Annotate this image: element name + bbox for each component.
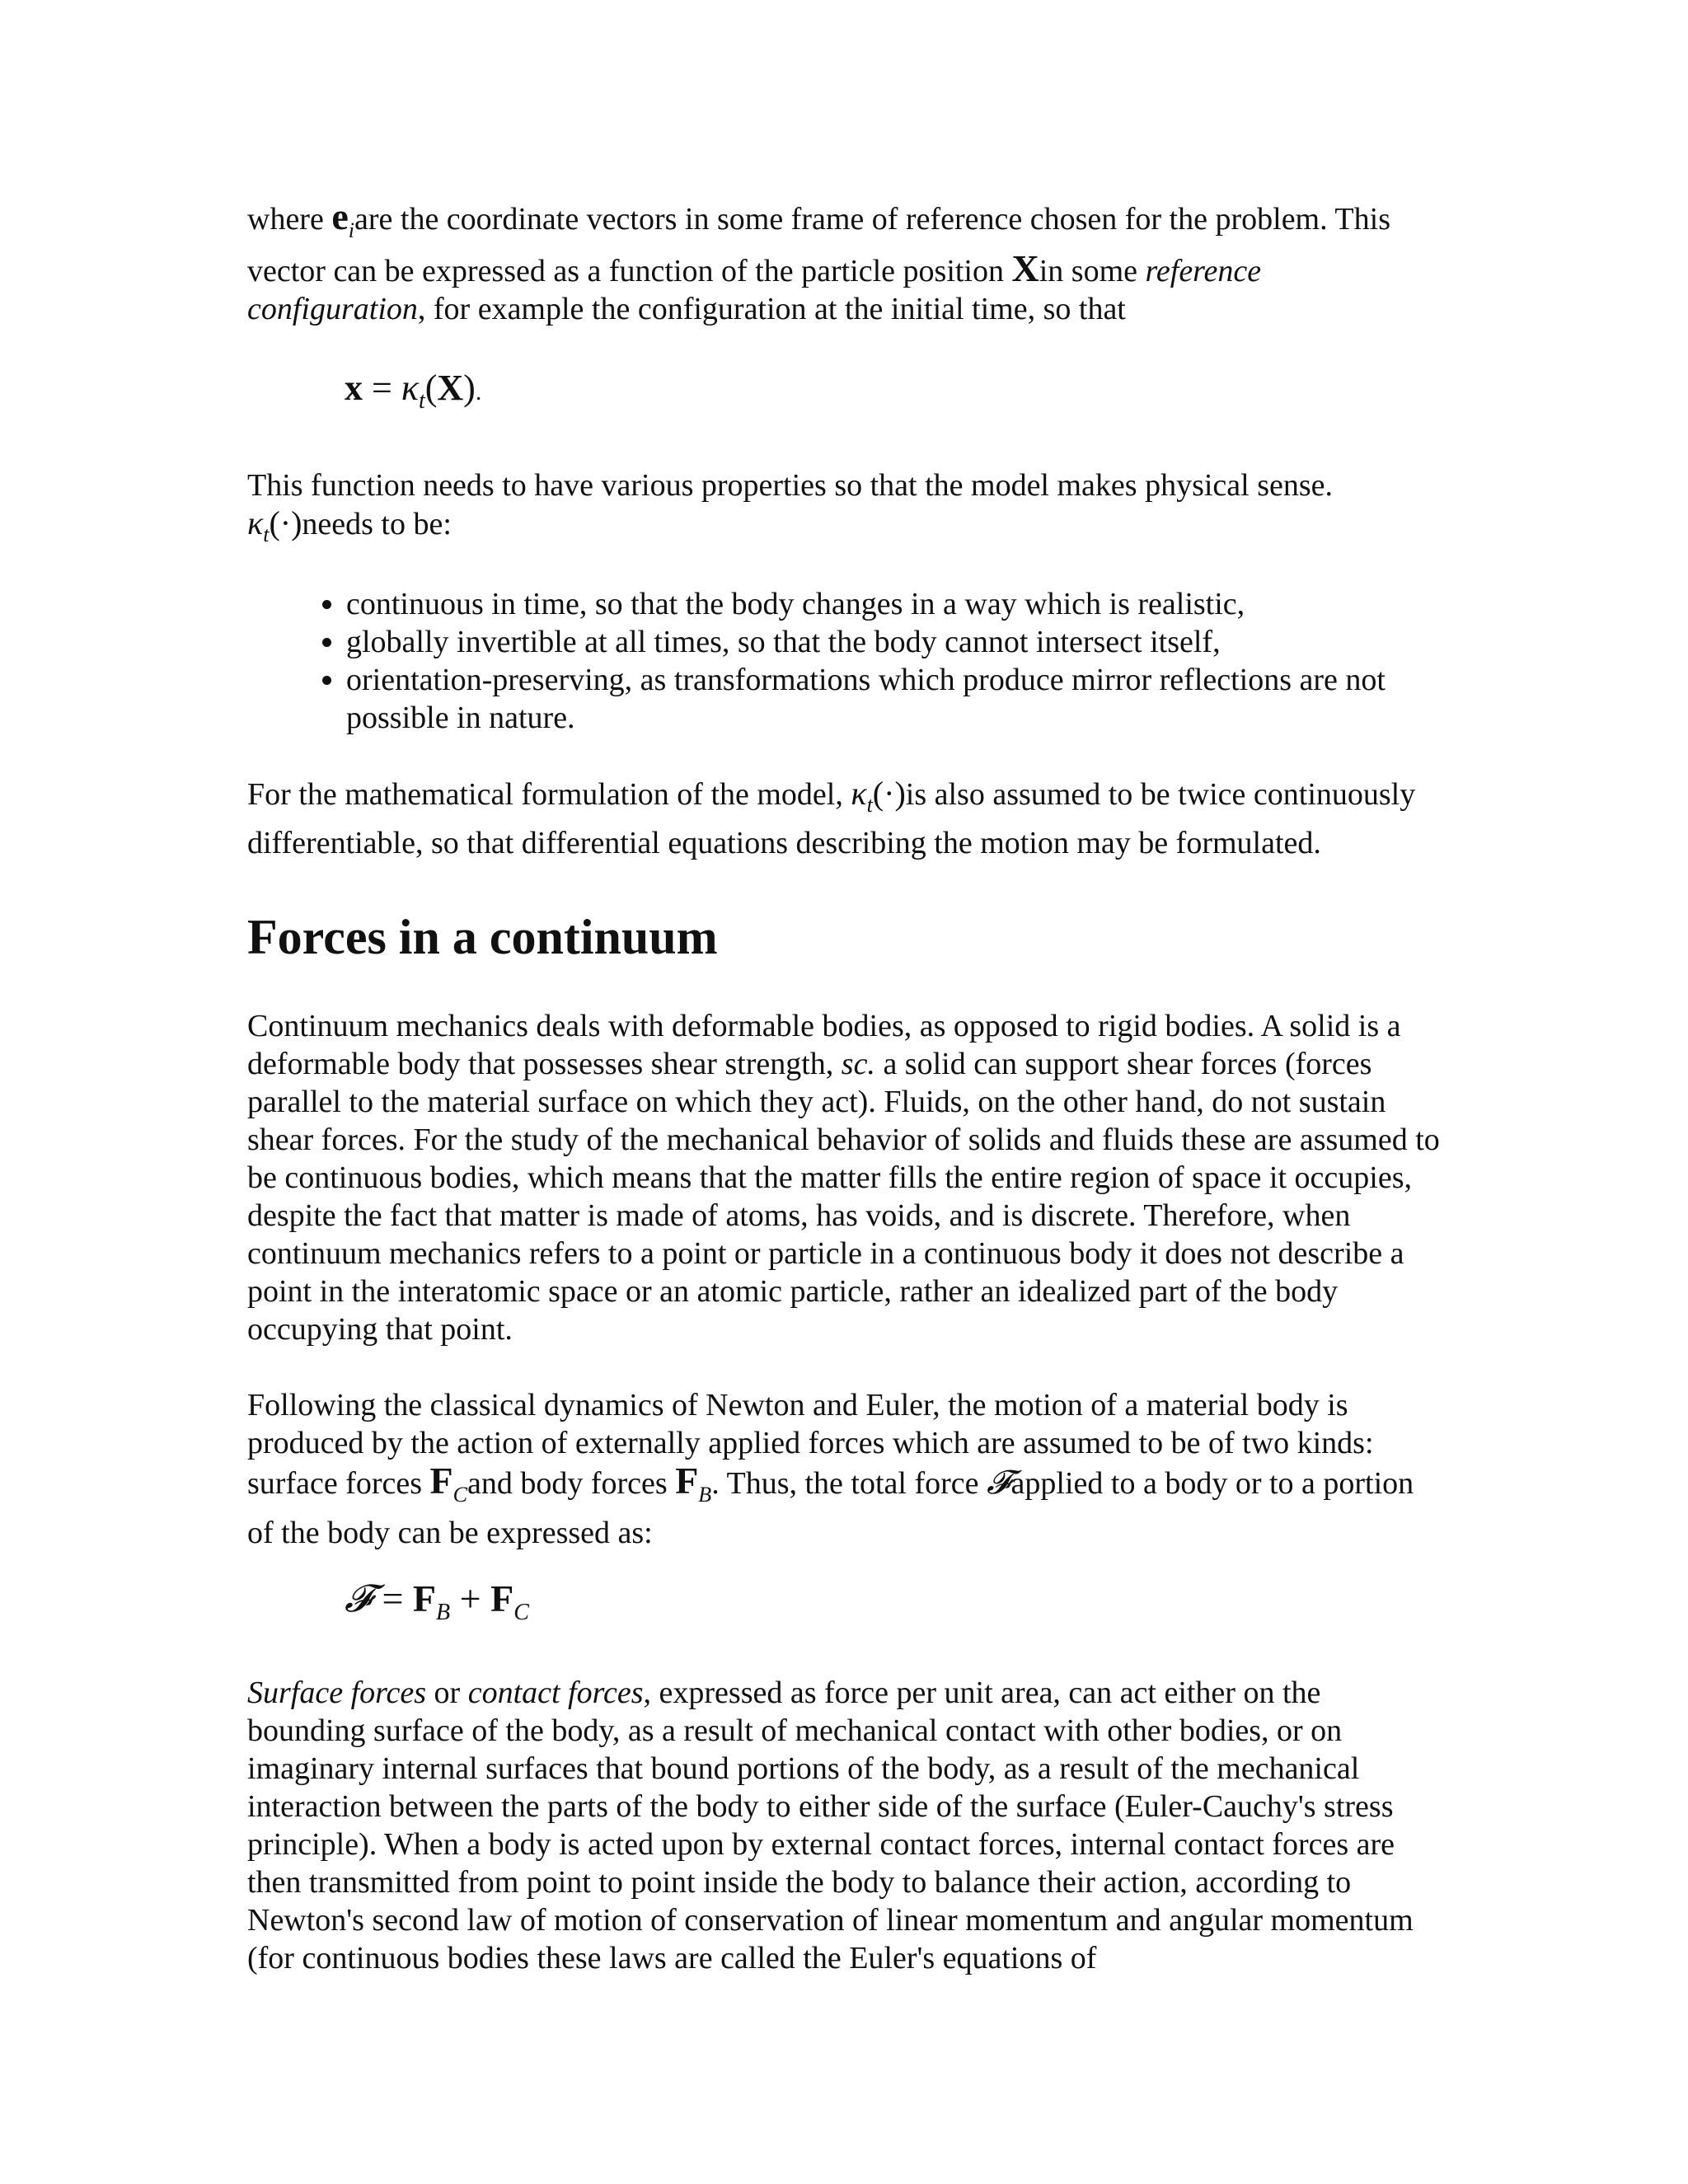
text: needs to be: — [302, 506, 452, 541]
text: , expressed as force per unit area, can act either on the bounding surface of the body, as a result of mechanical contact with other bodies, or on imaginary internal surfaces that bound portions of the body, as a result of the mechanical interaction between the parts of the body to either side of the surface (Euler-Cauchy's stress principle). When a body is acted upon by external contact forces, internal contact forces are then transmitted from point to point inside the body to balance their action, according to Newton's second law of motion of conservation of linear momentum and angular momentum (for continuous bodies these laws are called the Euler's equations of — [247, 1675, 1414, 1976]
text: Continuum mechanics deals with deformable bodies, as opposed to rigid bodies. A solid is a deformable body that possesses shear strength, — [247, 1008, 1401, 1081]
emphasis-contact-forces: contact forces — [467, 1675, 644, 1711]
equation-mapping: $x = \kappa_t(X)$. — [345, 368, 482, 414]
text: . Thus, the total force — [711, 1465, 987, 1501]
paragraph-surface-forces — [247, 1674, 1442, 1977]
text: a solid can support shear forces (forces parallel to the material surface on which they act). Fluids, on the other hand, do not sustain shear forces. For the study of the mechanical behavior of solids and fluids these are assumed to be continuous bodies, which means that the matter fills the entire region of space it occupies, despite the fact that matter is made of atoms, has voids, and is discrete. Therefore, when continuum mechanics refers to a point or particle in a continuous body it does not describe a point in the interatomic space or an atomic particle, rather an idealized part of the body occupying that point. — [247, 1046, 1440, 1347]
paragraph-coordinate-vectors — [247, 195, 1442, 328]
text: are the coordinate vectors in some frame of reference chosen for the problem. This vector can be expressed as a function of the particle position — [247, 202, 1390, 289]
text: where — [247, 202, 332, 237]
paragraph-continuum-mechanics — [247, 1007, 1442, 1348]
text: Following the classical dynamics of Newton and Euler, the motion of a material body is produced by the action of externally applied forces which are assumed to be of two kinds: surface forces — [247, 1387, 1374, 1501]
paragraph-differentiable — [247, 775, 1442, 862]
symbol-F-C: $F_C$ — [429, 1459, 467, 1507]
list-item: • orientation-preserving, as transformations which produce mirror reflections are not possible in nature. — [346, 661, 1442, 737]
paragraph-classical-dynamics — [247, 1386, 1442, 1552]
text: applied to a body or to a portion of the body can be expressed as: — [247, 1465, 1414, 1551]
equation-total-force: 𝓕 = $F_B + F_C$ — [345, 1576, 529, 1626]
paragraph-function-properties — [247, 466, 1442, 554]
text: and body forces — [467, 1465, 676, 1501]
symbol-X: X — [1011, 247, 1039, 290]
list-item: • continuous in time, so that the body changes in a way which is realistic, — [346, 585, 1442, 623]
section-heading: Forces in a continuum — [247, 909, 718, 964]
text: , for example the configuration at the initial time, so that — [417, 292, 1126, 327]
symbol-script-F: 𝓕 — [987, 1463, 1011, 1501]
properties-list — [247, 585, 1442, 737]
text: For the mathematical formulation of the model, — [247, 776, 851, 812]
symbol-F-B: $F_B$ — [675, 1459, 712, 1507]
emphasis-surface-forces: Surface forces — [247, 1675, 427, 1711]
document-page — [247, 195, 1442, 1977]
text: in some — [1039, 254, 1146, 289]
text: is also assumed to be twice continuously differentiable, so that differential equations describing the motion may be formulated. — [247, 776, 1416, 860]
emphasis-reference-configuration: reference configuration — [247, 254, 1262, 327]
text: or — [426, 1675, 468, 1711]
text: This function needs to have various properties so that the model makes physical sense. — [247, 467, 1334, 503]
symbol-kappa-t: $\kappa_t(\cdot)$ — [247, 504, 302, 546]
list-item: • globally invertible at all times, so that the body cannot intersect itself, — [346, 623, 1442, 661]
symbol-e-i: $e_i$ — [331, 195, 354, 243]
emphasis-sc: sc. — [841, 1046, 875, 1081]
symbol-kappa-t: $\kappa_t(\cdot)$ — [851, 774, 906, 817]
